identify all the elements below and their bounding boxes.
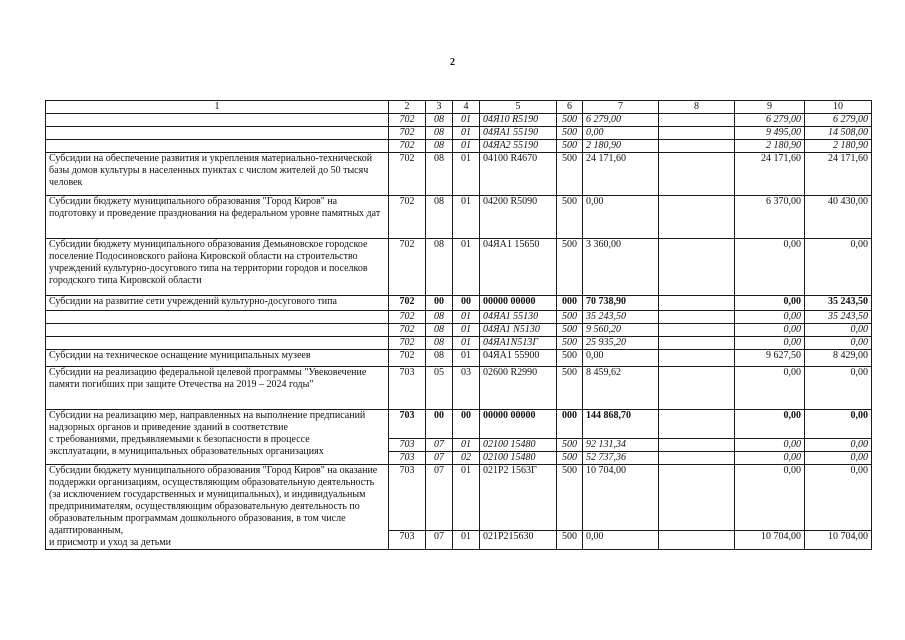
cell-c9: 0,00 [735, 337, 805, 350]
cell-c3: 08 [426, 196, 453, 239]
cell-c6: 500 [557, 324, 583, 337]
row-description: Субсидии бюджету муниципального образования "Город Киров" на подготовку и проведение празднования на федеральном уровне памятных дат [46, 196, 389, 239]
cell-c3: 08 [426, 350, 453, 367]
header-cell: 7 [583, 101, 659, 114]
cell-c2: 702 [389, 140, 426, 153]
row-description-part: и присмотр и уход за детьми [49, 537, 171, 548]
cell-c2: 703 [389, 439, 426, 452]
cell-c7: 6 279,00 [583, 114, 659, 127]
cell-c9: 0,00 [735, 311, 805, 324]
cell-c7: 2 180,90 [583, 140, 659, 153]
header-cell: 8 [659, 101, 735, 114]
cell-c7: 25 935,20 [583, 337, 659, 350]
cell-c7: 9 560,20 [583, 324, 659, 337]
cell-c3: 07 [426, 452, 453, 465]
cell-c7: 24 171,60 [583, 153, 659, 196]
cell-c7: 0,00 [583, 350, 659, 367]
cell-c5: 00000 00000 [480, 296, 557, 311]
cell-c10: 2 180,90 [805, 140, 872, 153]
header-cell: 6 [557, 101, 583, 114]
row-description-part: Субсидии бюджету муниципального образования "Город Киров" на оказание поддержки организациям, осуществляющим образовательную деятельность (за исключением государственных и муниципальных), и индивидуальным предпринимателям, осуществляющим образовательную деятельность по образовательным программам дошкольного образования, в том числе адаптированным, [49, 465, 378, 536]
cell-c5: 04ЯА1N513Г [480, 337, 557, 350]
cell-c4: 01 [453, 153, 480, 196]
page-number: 2 [450, 57, 455, 68]
cell-c7: 3 360,00 [583, 239, 659, 296]
cell-c7: 52 737,36 [583, 452, 659, 465]
header-cell: 5 [480, 101, 557, 114]
cell-c3: 07 [426, 439, 453, 452]
row-description [46, 140, 389, 153]
cell-c2: 702 [389, 114, 426, 127]
table-row [46, 410, 872, 439]
cell-c5: 04ЯА1 55900 [480, 350, 557, 367]
row-description: Субсидии на реализацию федеральной целевой программы "Увековечение памяти погибших при защите Отечества на 2019 – 2024 годы" [46, 367, 389, 410]
cell-c4: 03 [453, 367, 480, 410]
table-row [46, 296, 872, 311]
cell-c7: 35 243,50 [583, 311, 659, 324]
header-cell: 1 [46, 101, 389, 114]
cell-c2: 703 [389, 530, 426, 549]
cell-c3: 00 [426, 410, 453, 439]
cell-c5: 04ЯА1 55130 [480, 311, 557, 324]
cell-c4: 01 [453, 530, 480, 549]
table-row [46, 140, 872, 153]
cell-c4: 01 [453, 324, 480, 337]
cell-c10: 0,00 [805, 439, 872, 452]
table-row [46, 127, 872, 140]
cell-c3: 08 [426, 337, 453, 350]
cell-c9: 9 495,00 [735, 127, 805, 140]
table-row [46, 311, 872, 324]
cell-c9: 0,00 [735, 410, 805, 439]
table-row [46, 196, 872, 239]
cell-c3: 05 [426, 367, 453, 410]
cell-c5: 00000 00000 [480, 410, 557, 439]
cell-c5: 04Я10 R5190 [480, 114, 557, 127]
cell-c8 [659, 465, 735, 531]
cell-c4: 01 [453, 114, 480, 127]
cell-c2: 703 [389, 410, 426, 439]
cell-c5: 021P2 1563Г [480, 465, 557, 531]
cell-c8 [659, 196, 735, 239]
row-description-part: с требованиями, предъявляемыми к безопасности в процессе [49, 434, 310, 445]
cell-c9: 0,00 [735, 452, 805, 465]
budget-table [45, 100, 872, 550]
cell-c3: 08 [426, 324, 453, 337]
cell-c7: 8 459,62 [583, 367, 659, 410]
cell-c9: 2 180,90 [735, 140, 805, 153]
cell-c10: 0,00 [805, 337, 872, 350]
cell-c9: 0,00 [735, 439, 805, 452]
cell-c8 [659, 296, 735, 311]
table-row [46, 465, 872, 531]
cell-c9: 0,00 [735, 324, 805, 337]
cell-c6: 500 [557, 465, 583, 531]
cell-c8 [659, 324, 735, 337]
cell-c2: 703 [389, 367, 426, 410]
cell-c7: 10 704,00 [583, 465, 659, 531]
table-row [46, 337, 872, 350]
cell-c8 [659, 410, 735, 439]
cell-c8 [659, 127, 735, 140]
cell-c3: 08 [426, 153, 453, 196]
cell-c3: 07 [426, 530, 453, 549]
cell-c2: 702 [389, 127, 426, 140]
cell-c6: 500 [557, 114, 583, 127]
cell-c5: 02600 R2990 [480, 367, 557, 410]
cell-c9: 0,00 [735, 239, 805, 296]
cell-c6: 500 [557, 153, 583, 196]
cell-c5: 04200 R5090 [480, 196, 557, 239]
header-cell: 3 [426, 101, 453, 114]
header-cell: 4 [453, 101, 480, 114]
cell-c6: 500 [557, 127, 583, 140]
cell-c3: 08 [426, 127, 453, 140]
cell-c10: 14 508,00 [805, 127, 872, 140]
cell-c4: 02 [453, 452, 480, 465]
cell-c4: 01 [453, 239, 480, 296]
row-description: Субсидии на техническое оснащение муниципальных музеев [46, 350, 389, 367]
cell-c9: 9 627,50 [735, 350, 805, 367]
cell-c4: 00 [453, 410, 480, 439]
cell-c7: 0,00 [583, 530, 659, 549]
cell-c4: 01 [453, 311, 480, 324]
row-description-part: Субсидии на реализацию мер, направленных на выполнение предписаний надзорных органов и приведение зданий в соответствие [49, 410, 366, 433]
cell-c6: 000 [557, 296, 583, 311]
cell-c6: 500 [557, 367, 583, 410]
table-row [46, 367, 872, 410]
cell-c2: 702 [389, 324, 426, 337]
row-description [46, 127, 389, 140]
cell-c7: 92 131,34 [583, 439, 659, 452]
cell-c8 [659, 350, 735, 367]
cell-c6: 500 [557, 452, 583, 465]
cell-c2: 703 [389, 465, 426, 531]
cell-c4: 00 [453, 296, 480, 311]
cell-c8 [659, 337, 735, 350]
cell-c6: 500 [557, 439, 583, 452]
cell-c5: 021P215630 [480, 530, 557, 549]
cell-c7: 0,00 [583, 127, 659, 140]
cell-c3: 00 [426, 296, 453, 311]
cell-c10: 24 171,60 [805, 153, 872, 196]
cell-c3: 08 [426, 311, 453, 324]
cell-c2: 703 [389, 452, 426, 465]
cell-c8 [659, 239, 735, 296]
cell-c5: 04ЯА1 N5130 [480, 324, 557, 337]
table-header-row [46, 101, 872, 114]
cell-c6: 500 [557, 530, 583, 549]
cell-c6: 500 [557, 311, 583, 324]
cell-c10: 0,00 [805, 410, 872, 439]
cell-c7: 144 868,70 [583, 410, 659, 439]
row-description [46, 324, 389, 337]
cell-c9: 0,00 [735, 367, 805, 410]
cell-c9: 0,00 [735, 296, 805, 311]
cell-c5: 04ЯА2 55190 [480, 140, 557, 153]
cell-c6: 500 [557, 140, 583, 153]
row-description [46, 337, 389, 350]
cell-c10: 0,00 [805, 452, 872, 465]
cell-c9: 10 704,00 [735, 530, 805, 549]
header-cell: 2 [389, 101, 426, 114]
cell-c9: 0,00 [735, 465, 805, 531]
cell-c2: 702 [389, 311, 426, 324]
row-description-part: эксплуатации, в муниципальных образовательных организациях [49, 446, 324, 457]
row-description: Субсидии бюджету муниципального образования Демьяновское городское поселение Подосиновского района Кировской области на строительство учреждений культурно-досугового типа на территории городов и поселков городского типа Кировской области [46, 239, 389, 296]
cell-c3: 08 [426, 114, 453, 127]
cell-c4: 01 [453, 127, 480, 140]
row-description: Субсидии на развитие сети учреждений культурно-досугового типа [46, 296, 389, 311]
header-cell: 10 [805, 101, 872, 114]
cell-c2: 702 [389, 337, 426, 350]
cell-c5: 04ЯА1 15650 [480, 239, 557, 296]
cell-c10: 0,00 [805, 239, 872, 296]
cell-c8 [659, 153, 735, 196]
cell-c4: 01 [453, 465, 480, 531]
row-description [46, 114, 389, 127]
cell-c8 [659, 140, 735, 153]
cell-c2: 702 [389, 239, 426, 296]
cell-c10: 6 279,00 [805, 114, 872, 127]
cell-c2: 702 [389, 153, 426, 196]
cell-c3: 07 [426, 465, 453, 531]
cell-c2: 702 [389, 350, 426, 367]
cell-c10: 0,00 [805, 465, 872, 531]
table-row [46, 114, 872, 127]
cell-c7: 0,00 [583, 196, 659, 239]
cell-c6: 500 [557, 337, 583, 350]
cell-c4: 01 [453, 337, 480, 350]
cell-c6: 000 [557, 410, 583, 439]
cell-c10: 35 243,50 [805, 311, 872, 324]
cell-c2: 702 [389, 196, 426, 239]
table-row [46, 324, 872, 337]
cell-c4: 01 [453, 196, 480, 239]
table-row [46, 239, 872, 296]
cell-c7: 70 738,90 [583, 296, 659, 311]
cell-c9: 6 370,00 [735, 196, 805, 239]
cell-c10: 0,00 [805, 367, 872, 410]
cell-c3: 08 [426, 239, 453, 296]
cell-c8 [659, 367, 735, 410]
cell-c4: 01 [453, 350, 480, 367]
cell-c10: 35 243,50 [805, 296, 872, 311]
row-description: Субсидии на обеспечение развития и укрепления материально-технической базы домов культуры в населенных пунктах с числом жителей до 50 тысяч человек [46, 153, 389, 196]
cell-c8 [659, 452, 735, 465]
cell-c8 [659, 439, 735, 452]
cell-c5: 02100 15480 [480, 439, 557, 452]
cell-c8 [659, 114, 735, 127]
row-description [46, 465, 389, 550]
cell-c10: 10 704,00 [805, 530, 872, 549]
cell-c4: 01 [453, 439, 480, 452]
cell-c5: 02100 15480 [480, 452, 557, 465]
cell-c10: 40 430,00 [805, 196, 872, 239]
header-cell: 9 [735, 101, 805, 114]
cell-c5: 04100 R4670 [480, 153, 557, 196]
cell-c6: 500 [557, 239, 583, 296]
row-description [46, 311, 389, 324]
cell-c10: 8 429,00 [805, 350, 872, 367]
cell-c5: 04ЯА1 55190 [480, 127, 557, 140]
cell-c10: 0,00 [805, 324, 872, 337]
cell-c9: 6 279,00 [735, 114, 805, 127]
cell-c6: 500 [557, 196, 583, 239]
cell-c6: 500 [557, 350, 583, 367]
cell-c8 [659, 530, 735, 549]
cell-c9: 24 171,60 [735, 153, 805, 196]
cell-c8 [659, 311, 735, 324]
cell-c2: 702 [389, 296, 426, 311]
table-row [46, 153, 872, 196]
cell-c3: 08 [426, 140, 453, 153]
table-row [46, 350, 872, 367]
cell-c4: 01 [453, 140, 480, 153]
row-description [46, 410, 389, 465]
